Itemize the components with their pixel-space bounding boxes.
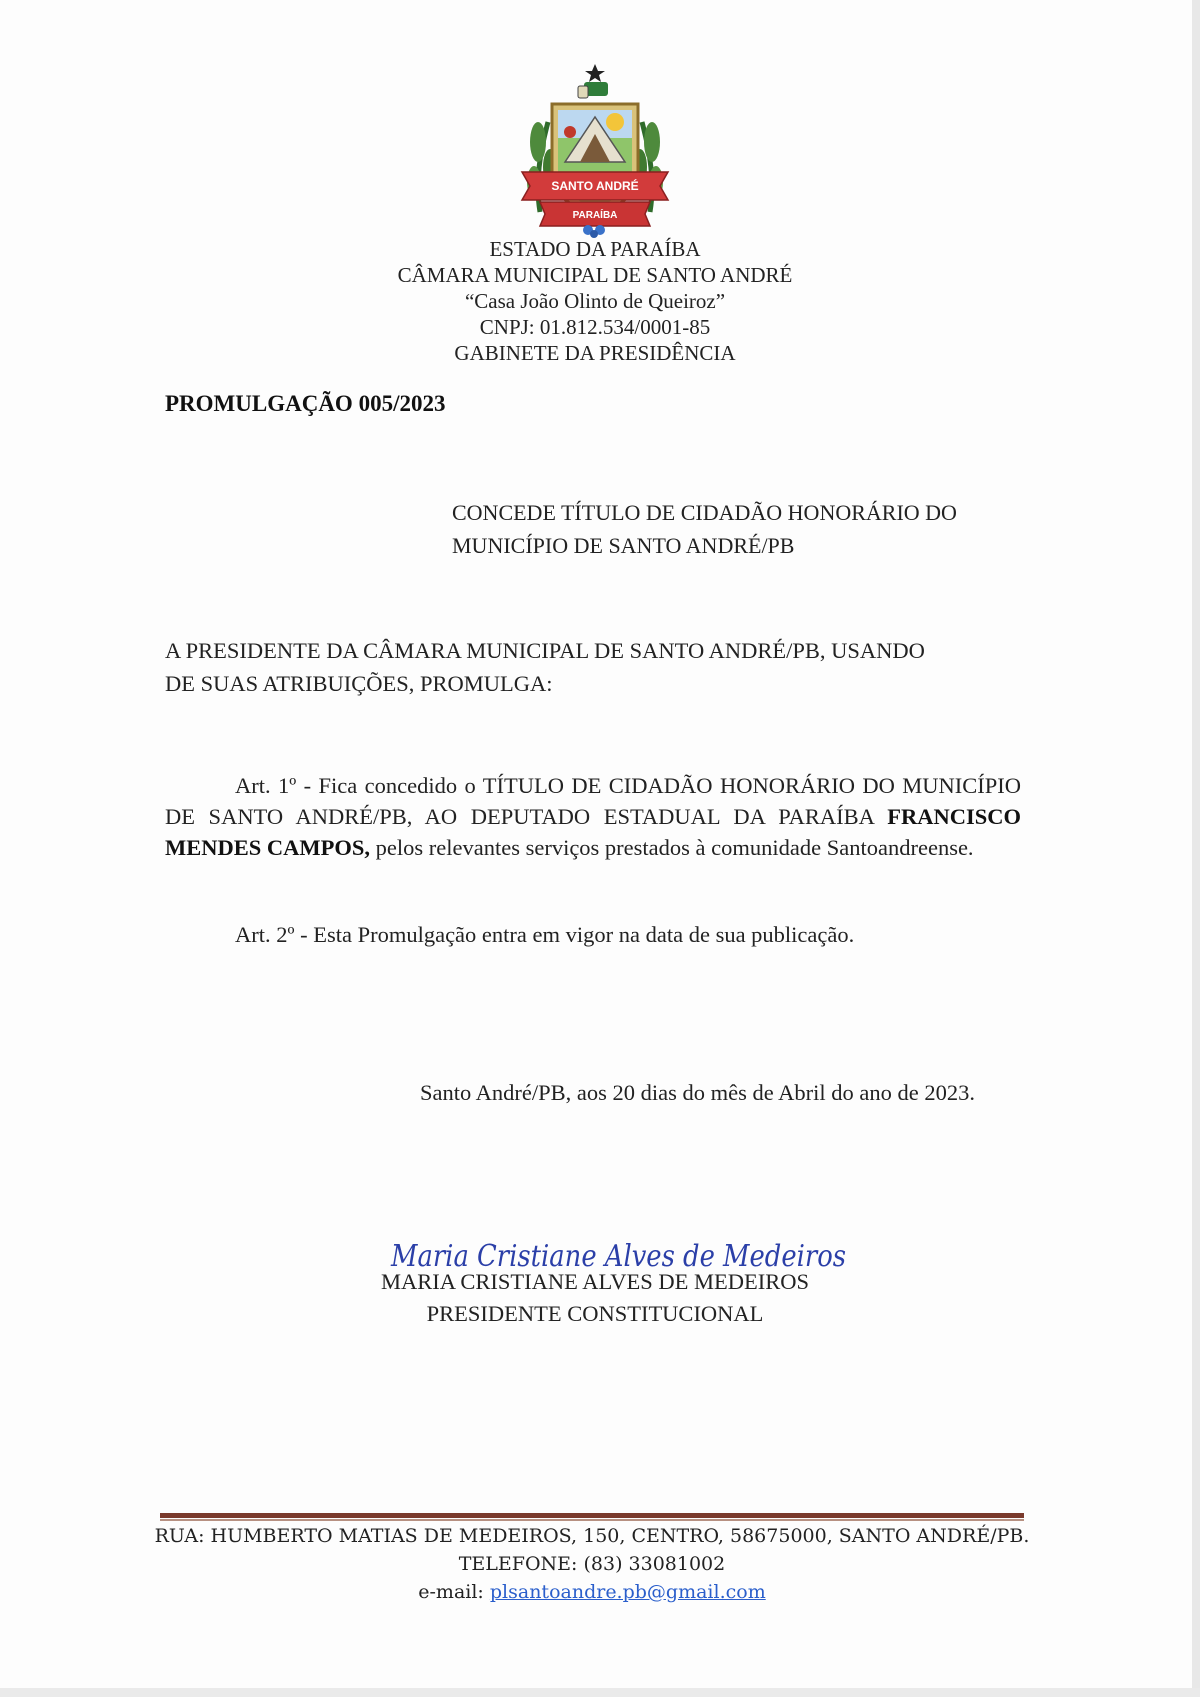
footer-rule-thin xyxy=(160,1519,1024,1521)
honoree-name: FRANCISCO MENDES CAMPOS, xyxy=(165,804,1021,860)
article-1 xyxy=(165,770,1021,863)
coat-of-arms-icon xyxy=(510,62,680,237)
article-1-text: Art. 1º - Fica concedido o TÍTULO DE CIDADÃO HONORÁRIO DO MUNICÍPIO DE SANTO ANDRÉ/PB, AO DEPUTADO ESTADUAL DA PARAÍBA xyxy=(165,773,1021,829)
preamble-line: DE SUAS ATRIBUIÇÕES, PROMULGA: xyxy=(165,671,553,696)
crest-sub-banner-text: PARAÍBA xyxy=(572,210,618,221)
article-2: Art. 2º - Esta Promulgação entra em vigor na data de sua publicação. xyxy=(235,922,855,947)
place-and-date: Santo André/PB, aos 20 dias do mês de Abril do ano de 2023. xyxy=(420,1080,975,1105)
house-name: “Casa João Olinto de Queiroz” xyxy=(464,289,726,313)
document-number: PROMULGAÇÃO 005/2023 xyxy=(165,391,446,416)
article-1-text-end: pelos relevantes serviços prestados à comunidade Santoandreense. xyxy=(370,835,974,860)
cnpj: CNPJ: 01.812.534/0001-85 xyxy=(479,315,711,339)
email-label: e-mail: xyxy=(418,1581,490,1603)
footer-rule xyxy=(160,1513,1024,1518)
crest-banner-text: SANTO ANDRÉ xyxy=(551,179,639,193)
scan-bottom-edge xyxy=(0,1688,1200,1697)
footer-address: RUA: HUMBERTO MATIAS DE MEDEIROS, 150, CENTRO, 58675000, SANTO ANDRÉ/PB. xyxy=(154,1525,1030,1547)
scan-edge xyxy=(1192,0,1200,1697)
signatory-role: PRESIDENTE CONSTITUCIONAL xyxy=(426,1301,764,1326)
letterhead xyxy=(300,236,890,366)
preamble-line: A PRESIDENTE DA CÂMARA MUNICIPAL DE SANTO ANDRÉ/PB, USANDO xyxy=(165,638,925,663)
preamble xyxy=(165,634,1035,700)
office-name: GABINETE DA PRESIDÊNCIA xyxy=(454,341,736,365)
ementa-line: MUNICÍPIO DE SANTO ANDRÉ/PB xyxy=(452,533,795,558)
chamber-name: CÂMARA MUNICIPAL DE SANTO ANDRÉ xyxy=(397,263,793,287)
footer-email xyxy=(120,1578,1064,1606)
ementa xyxy=(452,496,1012,562)
footer xyxy=(120,1522,1064,1606)
footer-phone: TELEFONE: (83) 33081002 xyxy=(458,1553,726,1575)
ementa-line: CONCEDE TÍTULO DE CIDADÃO HONORÁRIO DO xyxy=(452,500,957,525)
state-name: ESTADO DA PARAÍBA xyxy=(489,237,701,261)
signature-scribble: Maria Cristiane Alves de Medeiros xyxy=(390,1239,846,1274)
email-link[interactable]: plsantoandre.pb@gmail.com xyxy=(489,1581,766,1603)
signatory-name: MARIA CRISTIANE ALVES DE MEDEIROS xyxy=(381,1269,809,1294)
